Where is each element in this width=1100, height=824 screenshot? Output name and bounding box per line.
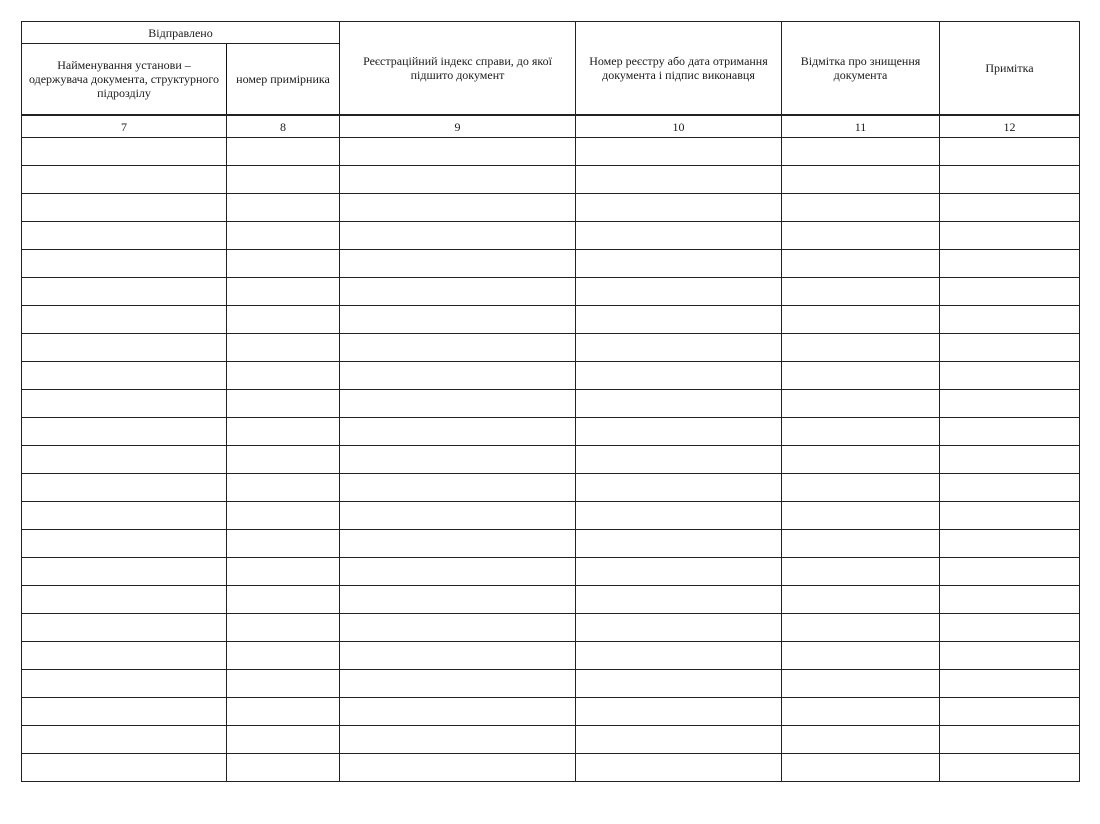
table-cell[interactable]	[940, 670, 1080, 698]
table-cell[interactable]	[340, 278, 576, 306]
table-cell[interactable]	[227, 306, 340, 334]
column-number-8: 8	[227, 115, 340, 138]
table-cell[interactable]	[340, 194, 576, 222]
table-row	[22, 698, 1080, 726]
column-number-9: 9	[340, 115, 576, 138]
table-cell[interactable]	[940, 754, 1080, 782]
table-cell[interactable]	[22, 194, 227, 222]
table-cell[interactable]	[576, 474, 782, 502]
table-cell[interactable]	[940, 446, 1080, 474]
table-cell[interactable]	[782, 698, 940, 726]
table-cell[interactable]	[940, 278, 1080, 306]
table-cell[interactable]	[22, 502, 227, 530]
table-cell[interactable]	[940, 250, 1080, 278]
table-cell[interactable]	[940, 222, 1080, 250]
table-cell[interactable]	[22, 530, 227, 558]
table-row	[22, 614, 1080, 642]
table-cell[interactable]	[576, 558, 782, 586]
header-col-9: Реєстраційний індекс справи, до якої підшито документ	[340, 22, 576, 116]
table-cell[interactable]	[940, 418, 1080, 446]
table-cell[interactable]	[782, 586, 940, 614]
table-cell[interactable]	[940, 502, 1080, 530]
table-cell[interactable]	[940, 138, 1080, 166]
table-cell[interactable]	[227, 642, 340, 670]
table-cell[interactable]	[940, 558, 1080, 586]
table-cell[interactable]	[782, 642, 940, 670]
table-cell[interactable]	[340, 418, 576, 446]
table-cell[interactable]	[340, 446, 576, 474]
header-col-11: Відмітка про знищення документа	[782, 22, 940, 116]
table-cell[interactable]	[340, 474, 576, 502]
table-cell[interactable]	[576, 446, 782, 474]
table-cell[interactable]	[576, 390, 782, 418]
table-row	[22, 250, 1080, 278]
table-cell[interactable]	[340, 670, 576, 698]
table-cell[interactable]	[227, 138, 340, 166]
table-cell[interactable]	[576, 306, 782, 334]
journal-form	[21, 21, 1079, 782]
table-cell[interactable]	[576, 278, 782, 306]
journal-body	[22, 138, 1080, 782]
table-cell[interactable]	[22, 474, 227, 502]
table-cell[interactable]	[576, 754, 782, 782]
table-cell[interactable]	[576, 642, 782, 670]
table-cell[interactable]	[782, 166, 940, 194]
table-row	[22, 530, 1080, 558]
table-row	[22, 222, 1080, 250]
column-number-11: 11	[782, 115, 940, 138]
table-cell[interactable]	[940, 194, 1080, 222]
table-cell[interactable]	[782, 502, 940, 530]
header-col-12: Примітка	[940, 22, 1080, 116]
table-cell[interactable]	[227, 362, 340, 390]
table-cell[interactable]	[576, 194, 782, 222]
table-cell[interactable]	[227, 194, 340, 222]
table-cell[interactable]	[340, 334, 576, 362]
table-cell[interactable]	[782, 670, 940, 698]
table-row	[22, 754, 1080, 782]
table-cell[interactable]	[782, 558, 940, 586]
table-cell[interactable]	[782, 390, 940, 418]
table-cell[interactable]	[22, 754, 227, 782]
table-cell[interactable]	[782, 306, 940, 334]
table-cell[interactable]	[227, 502, 340, 530]
table-cell[interactable]	[576, 502, 782, 530]
table-cell[interactable]	[227, 390, 340, 418]
table-cell[interactable]	[22, 362, 227, 390]
table-cell[interactable]	[940, 698, 1080, 726]
table-cell[interactable]	[22, 250, 227, 278]
table-cell[interactable]	[227, 474, 340, 502]
table-cell[interactable]	[22, 278, 227, 306]
table-cell[interactable]	[576, 614, 782, 642]
table-cell[interactable]	[227, 586, 340, 614]
header-group-sent: Відправлено	[22, 22, 340, 44]
table-cell[interactable]	[227, 558, 340, 586]
table-cell[interactable]	[340, 166, 576, 194]
table-cell[interactable]	[340, 250, 576, 278]
table-cell[interactable]	[227, 278, 340, 306]
table-row	[22, 166, 1080, 194]
table-row	[22, 474, 1080, 502]
table-cell[interactable]	[227, 418, 340, 446]
table-cell[interactable]	[22, 614, 227, 642]
table-cell[interactable]	[940, 306, 1080, 334]
table-row	[22, 726, 1080, 754]
table-row	[22, 670, 1080, 698]
table-cell[interactable]	[227, 222, 340, 250]
table-row	[22, 390, 1080, 418]
table-cell[interactable]	[22, 334, 227, 362]
table-cell[interactable]	[22, 698, 227, 726]
table-cell[interactable]	[340, 530, 576, 558]
table-cell[interactable]	[22, 418, 227, 446]
column-number-7: 7	[22, 115, 227, 138]
table-cell[interactable]	[227, 334, 340, 362]
table-cell[interactable]	[782, 222, 940, 250]
table-cell[interactable]	[227, 754, 340, 782]
column-number-10: 10	[576, 115, 782, 138]
table-cell[interactable]	[782, 530, 940, 558]
table-cell[interactable]	[340, 726, 576, 754]
table-cell[interactable]	[340, 306, 576, 334]
table-cell[interactable]	[782, 418, 940, 446]
table-cell[interactable]	[782, 446, 940, 474]
header-col-7: Найменування установи – одержувача документа, структурного підрозділу	[22, 44, 227, 116]
table-row	[22, 586, 1080, 614]
table-cell[interactable]	[782, 334, 940, 362]
table-cell[interactable]	[940, 586, 1080, 614]
table-cell[interactable]	[576, 166, 782, 194]
table-cell[interactable]	[576, 726, 782, 754]
table-row	[22, 334, 1080, 362]
table-cell[interactable]	[940, 474, 1080, 502]
table-cell[interactable]	[576, 698, 782, 726]
table-cell[interactable]	[782, 362, 940, 390]
table-cell[interactable]	[22, 558, 227, 586]
table-cell[interactable]	[782, 194, 940, 222]
table-cell[interactable]	[22, 586, 227, 614]
table-cell[interactable]	[340, 642, 576, 670]
table-row	[22, 362, 1080, 390]
table-cell[interactable]	[22, 306, 227, 334]
table-cell[interactable]	[782, 138, 940, 166]
table-cell[interactable]	[340, 502, 576, 530]
table-cell[interactable]	[576, 418, 782, 446]
table-cell[interactable]	[940, 166, 1080, 194]
table-cell[interactable]	[940, 362, 1080, 390]
table-row	[22, 278, 1080, 306]
table-cell[interactable]	[227, 530, 340, 558]
table-cell[interactable]	[940, 726, 1080, 754]
header-col-8: номер примірника	[227, 44, 340, 116]
table-cell[interactable]	[227, 166, 340, 194]
table-cell[interactable]	[940, 390, 1080, 418]
table-cell[interactable]	[782, 614, 940, 642]
table-cell[interactable]	[576, 670, 782, 698]
table-cell[interactable]	[340, 362, 576, 390]
table-row	[22, 194, 1080, 222]
table-cell[interactable]	[340, 390, 576, 418]
table-cell[interactable]	[22, 390, 227, 418]
table-cell[interactable]	[782, 754, 940, 782]
table-cell[interactable]	[940, 334, 1080, 362]
table-cell[interactable]	[576, 334, 782, 362]
table-cell[interactable]	[576, 222, 782, 250]
table-cell[interactable]	[340, 558, 576, 586]
table-cell[interactable]	[22, 222, 227, 250]
table-row	[22, 306, 1080, 334]
table-row	[22, 418, 1080, 446]
table-cell[interactable]	[340, 586, 576, 614]
table-cell[interactable]	[22, 446, 227, 474]
table-cell[interactable]	[340, 754, 576, 782]
table-cell[interactable]	[227, 614, 340, 642]
table-cell[interactable]	[940, 642, 1080, 670]
table-cell[interactable]	[782, 726, 940, 754]
table-cell[interactable]	[22, 138, 227, 166]
table-row	[22, 558, 1080, 586]
table-cell[interactable]	[227, 726, 340, 754]
table-row	[22, 642, 1080, 670]
table-cell[interactable]	[782, 278, 940, 306]
table-cell[interactable]	[22, 642, 227, 670]
table-cell[interactable]	[782, 474, 940, 502]
table-cell[interactable]	[227, 698, 340, 726]
table-cell[interactable]	[22, 166, 227, 194]
table-cell[interactable]	[576, 530, 782, 558]
table-cell[interactable]	[340, 698, 576, 726]
table-cell[interactable]	[576, 250, 782, 278]
table-cell[interactable]	[227, 670, 340, 698]
table-row	[22, 446, 1080, 474]
table-cell[interactable]	[227, 446, 340, 474]
table-cell[interactable]	[340, 222, 576, 250]
table-cell[interactable]	[782, 250, 940, 278]
table-cell[interactable]	[227, 250, 340, 278]
table-cell[interactable]	[340, 138, 576, 166]
table-cell[interactable]	[340, 614, 576, 642]
table-cell[interactable]	[22, 726, 227, 754]
column-number-12: 12	[940, 115, 1080, 138]
journal-table	[21, 21, 1080, 782]
table-cell[interactable]	[576, 138, 782, 166]
table-cell[interactable]	[940, 614, 1080, 642]
table-cell[interactable]	[576, 586, 782, 614]
table-cell[interactable]	[940, 530, 1080, 558]
table-cell[interactable]	[22, 670, 227, 698]
table-row	[22, 138, 1080, 166]
header-col-10: Номер реєстру або дата отримання документа і підпис виконавця	[576, 22, 782, 116]
table-cell[interactable]	[576, 362, 782, 390]
table-row	[22, 502, 1080, 530]
